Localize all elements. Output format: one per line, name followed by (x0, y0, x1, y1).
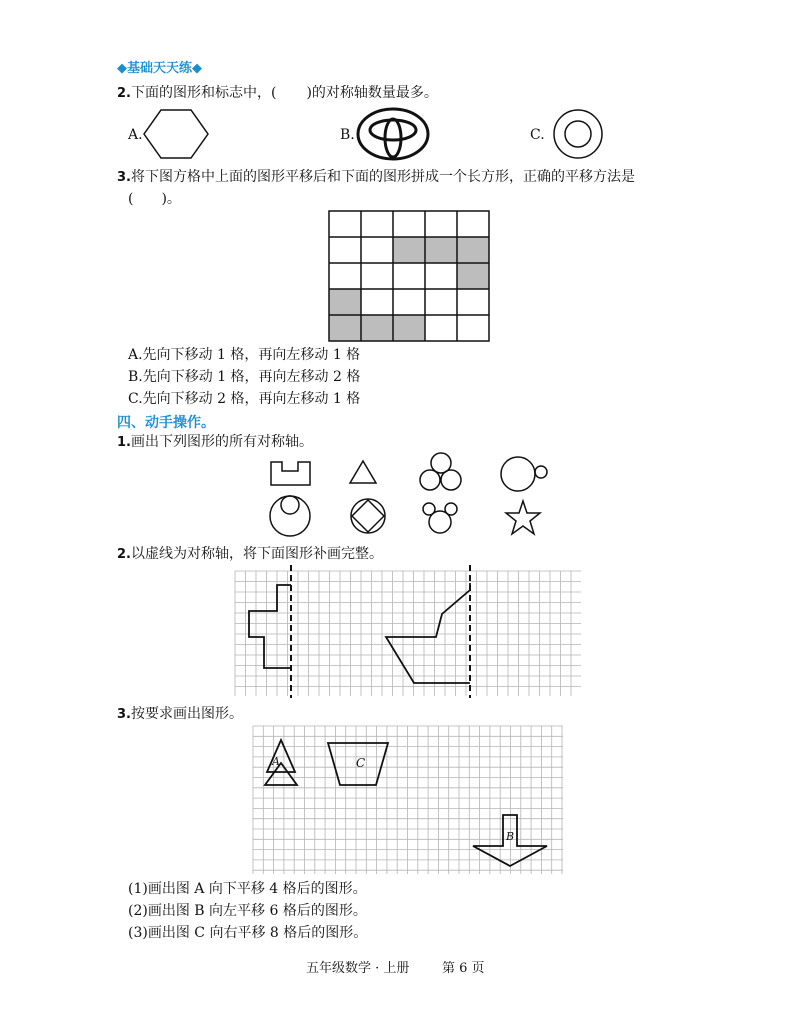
option-b-label: B. (340, 127, 355, 143)
question-stem-after: )的对称轴数量最多。 (306, 85, 438, 101)
section-title: 四、动手操作。 (117, 415, 215, 431)
question-stem: 将下图方格中上面的图形平移后和下面的图形拼成一个长方形，正确的平移方法是 (130, 169, 635, 185)
option-c: C.先向下移动 2 格，再向左移动 1 格 (128, 391, 361, 407)
section-banner: ◆基础天天练◆ (117, 61, 202, 76)
question-number: 3. (117, 707, 131, 722)
question-stem-before: 下面的图形和标志中，( (130, 85, 277, 101)
subquestion-1: (1)画出图 A 向下平移 4 格后的图形。 (128, 881, 367, 897)
question-3-answer-blank[interactable]: ( )。 (128, 191, 181, 207)
option-a-label: A. (128, 127, 143, 143)
subquestion-3: (3)画出图 C 向右平移 8 格后的图形。 (128, 925, 368, 941)
question-stem: 按要求画出图形。 (130, 706, 243, 722)
question-stem: 画出下列图形的所有对称轴。 (130, 434, 313, 450)
question-number: 2. (117, 86, 131, 101)
option-a: A.先向下移动 1 格，再向左移动 1 格 (128, 347, 361, 363)
question-number: 1. (117, 435, 131, 450)
figure-a-label: A (272, 755, 280, 768)
footer-page-number: 第 6 页 (442, 961, 485, 976)
figure-c-label: C (356, 756, 366, 770)
question-stem: 以虚线为对称轴，将下面图形补画完整。 (130, 546, 383, 562)
figure-b-label: B (506, 830, 515, 843)
footer-book-title: 五年级数学 · 上册 (306, 961, 410, 976)
question-number: 2. (117, 547, 131, 562)
subquestion-2: (2)画出图 B 向左平移 6 格后的图形。 (128, 903, 367, 919)
option-c-label: C. (530, 127, 545, 143)
option-b: B.先向下移动 1 格，再向左移动 2 格 (128, 369, 361, 385)
question-number: 3. (117, 170, 131, 185)
